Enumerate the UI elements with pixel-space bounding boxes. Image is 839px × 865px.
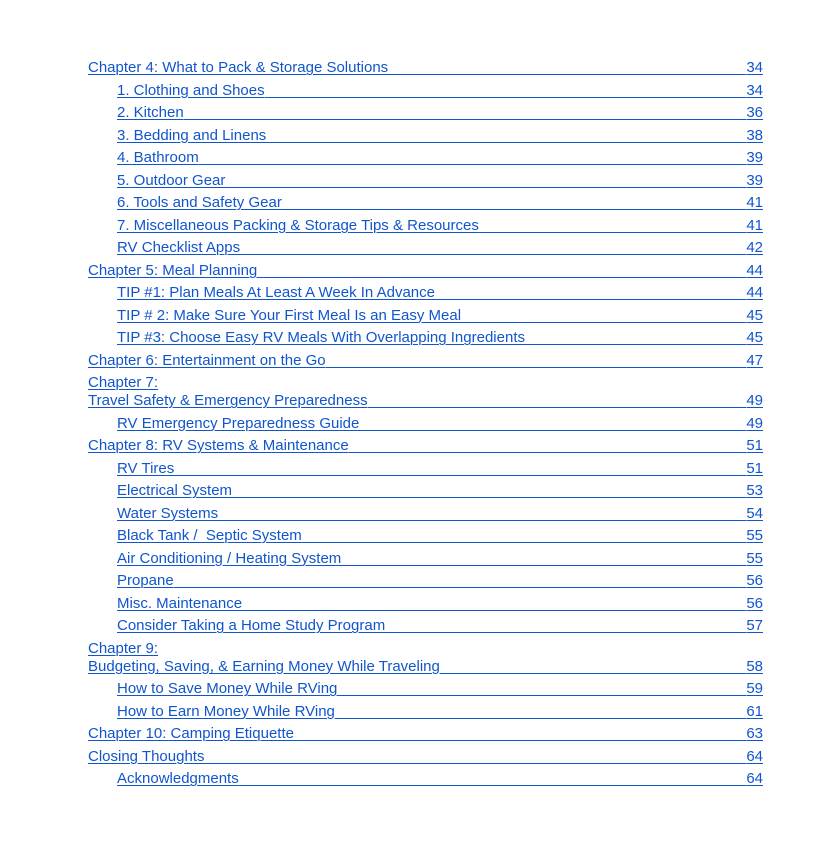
tab-leader xyxy=(232,497,746,498)
page-number[interactable]: 57 xyxy=(746,617,763,634)
toc-entry-title[interactable]: Chapter 9: xyxy=(88,639,159,657)
toc-entry-title[interactable]: Misc. Maintenance xyxy=(117,594,243,612)
page-number[interactable]: 42 xyxy=(746,239,763,256)
page-number[interactable]: 44 xyxy=(746,284,763,301)
tab-leader xyxy=(341,565,746,566)
toc-entry-title[interactable]: Chapter 5: Meal Planning xyxy=(88,261,258,279)
tab-leader xyxy=(388,74,746,75)
toc-entry-title[interactable]: Travel Safety & Emergency Preparedness xyxy=(88,392,368,409)
tab-leader xyxy=(174,475,746,476)
toc-entry-title[interactable]: TIP # 2: Make Sure Your First Meal Is an Easy Meal xyxy=(117,306,462,324)
page-number[interactable]: 56 xyxy=(746,572,763,589)
toc-entry-title[interactable]: 3. Bedding and Linens xyxy=(117,126,267,144)
page-number[interactable]: 45 xyxy=(746,306,763,324)
page-number[interactable]: 49 xyxy=(746,392,763,409)
toc-entry-title[interactable]: 1. Clothing and Shoes xyxy=(117,81,265,99)
page-number[interactable]: 51 xyxy=(746,459,763,477)
toc-entry-title[interactable]: 6. Tools and Safety Gear xyxy=(117,194,282,211)
toc-entry[interactable] xyxy=(117,194,763,212)
toc-entry-title[interactable]: 4. Bathroom xyxy=(117,149,199,166)
page-number[interactable]: 53 xyxy=(746,482,763,499)
page-number[interactable]: 41 xyxy=(746,194,763,211)
toc-entry[interactable] xyxy=(117,505,763,523)
toc-entry[interactable] xyxy=(117,703,763,721)
toc-entry[interactable] xyxy=(117,307,763,325)
table-of-contents xyxy=(88,59,763,793)
page-number[interactable]: 51 xyxy=(746,437,763,454)
tab-leader xyxy=(266,142,746,143)
tab-leader xyxy=(294,740,746,741)
toc-entry[interactable] xyxy=(117,104,763,122)
page-number[interactable]: 34 xyxy=(746,59,763,76)
page-number[interactable]: 54 xyxy=(746,504,763,522)
toc-entry-title[interactable]: Water Systems xyxy=(117,504,219,522)
toc-entry[interactable] xyxy=(117,617,763,635)
page-number[interactable]: 55 xyxy=(746,549,763,567)
toc-entry[interactable] xyxy=(117,460,763,478)
tab-leader xyxy=(337,695,746,696)
page-number[interactable]: 39 xyxy=(746,171,763,189)
toc-entry-title[interactable]: Black Tank / Septic System xyxy=(117,527,302,544)
toc-entry-title[interactable]: Acknowledgments xyxy=(117,770,239,787)
tab-leader xyxy=(461,322,746,323)
tab-leader xyxy=(435,299,746,300)
toc-entry[interactable] xyxy=(88,374,763,410)
page-number[interactable]: 58 xyxy=(746,657,763,675)
toc-entry-title[interactable]: Chapter 10: Camping Etiquette xyxy=(88,725,294,742)
page-number[interactable]: 63 xyxy=(746,725,763,742)
tab-leader xyxy=(240,254,746,255)
page-number[interactable]: 47 xyxy=(746,351,763,369)
toc-entry[interactable] xyxy=(88,725,763,743)
page-number[interactable]: 41 xyxy=(746,216,763,234)
tab-leader xyxy=(174,587,747,588)
toc-entry-title[interactable]: Chapter 4: What to Pack & Storage Solutions xyxy=(88,59,389,76)
toc-entry[interactable] xyxy=(117,172,763,190)
tab-leader xyxy=(326,367,747,368)
toc-entry-title[interactable]: How to Earn Money While RVing xyxy=(117,702,335,720)
toc-entry-title[interactable]: Chapter 8: RV Systems & Maintenance xyxy=(88,437,349,454)
page-number[interactable]: 36 xyxy=(746,104,763,121)
toc-entry-title[interactable]: 7. Miscellaneous Packing & Storage Tips & Resources xyxy=(117,216,479,234)
toc-entry-title[interactable]: 5. Outdoor Gear xyxy=(117,171,226,189)
toc-entry[interactable] xyxy=(117,482,763,500)
toc-entry-title[interactable]: Air Conditioning / Heating System xyxy=(117,549,342,567)
page-number[interactable]: 45 xyxy=(746,329,763,346)
toc-entry-title[interactable]: Closing Thoughts xyxy=(88,747,205,765)
tab-leader xyxy=(335,718,746,719)
toc-entry-title[interactable]: RV Emergency Preparedness Guide xyxy=(117,414,360,432)
page-number[interactable]: 39 xyxy=(746,149,763,166)
tab-leader xyxy=(282,209,746,210)
toc-entry[interactable] xyxy=(117,595,763,613)
toc-entry-title-wrap-line[interactable] xyxy=(88,374,763,392)
tab-leader xyxy=(359,430,746,431)
toc-entry-title[interactable]: How to Save Money While RVing xyxy=(117,680,338,697)
toc-entry[interactable] xyxy=(117,680,763,698)
toc-entry[interactable] xyxy=(88,262,763,280)
tab-leader xyxy=(368,407,747,408)
toc-entry-title[interactable]: Budgeting, Saving, & Earning Money While Traveling xyxy=(88,657,440,675)
tab-leader xyxy=(218,520,746,521)
toc-entry[interactable] xyxy=(88,437,763,455)
toc-entry[interactable] xyxy=(117,239,763,257)
toc-entry[interactable] xyxy=(117,127,763,145)
tab-leader xyxy=(479,232,746,233)
toc-entry-title[interactable]: Chapter 6: Entertainment on the Go xyxy=(88,351,326,369)
page-number[interactable]: 49 xyxy=(746,414,763,432)
page-number[interactable]: 64 xyxy=(746,747,763,765)
tab-leader xyxy=(440,673,746,674)
toc-entry[interactable] xyxy=(117,770,763,788)
toc-entry-title[interactable]: Consider Taking a Home Study Program xyxy=(117,617,386,634)
tab-leader xyxy=(385,632,746,633)
tab-leader xyxy=(204,763,746,764)
toc-entry[interactable] xyxy=(117,415,763,433)
tab-leader xyxy=(199,164,747,165)
toc-entry[interactable] xyxy=(117,572,763,590)
toc-entry-title[interactable]: Propane xyxy=(117,572,174,589)
tab-leader xyxy=(239,785,747,786)
toc-entry-title[interactable]: RV Checklist Apps xyxy=(117,239,241,256)
page-number[interactable]: 44 xyxy=(746,261,763,279)
toc-entry[interactable] xyxy=(117,217,763,235)
toc-entry-title[interactable]: Chapter 7: xyxy=(88,374,159,391)
toc-entry-title[interactable]: 2. Kitchen xyxy=(117,104,184,121)
tab-leader xyxy=(265,97,747,98)
page-number[interactable]: 38 xyxy=(746,126,763,144)
toc-entry[interactable] xyxy=(88,352,763,370)
page-number[interactable]: 61 xyxy=(746,702,763,720)
toc-entry[interactable] xyxy=(117,284,763,302)
toc-entry-title-wrap-line[interactable] xyxy=(88,640,763,658)
page-number[interactable]: 55 xyxy=(746,527,763,544)
toc-entry-title[interactable]: TIP #3: Choose Easy RV Meals With Overlapping Ingredients xyxy=(117,329,525,346)
page-number[interactable]: 34 xyxy=(746,81,763,99)
toc-entry[interactable] xyxy=(88,748,763,766)
page-number[interactable]: 64 xyxy=(746,770,763,787)
tab-leader xyxy=(225,187,746,188)
tab-leader xyxy=(302,542,747,543)
toc-entry[interactable] xyxy=(88,640,763,676)
tab-leader xyxy=(525,344,746,345)
toc-entry-title[interactable]: RV Tires xyxy=(117,459,175,477)
toc-entry-title[interactable]: TIP #1: Plan Meals At Least A Week In Advance xyxy=(117,284,435,301)
toc-entry[interactable] xyxy=(88,59,763,77)
toc-entry[interactable] xyxy=(117,527,763,545)
toc-entry[interactable] xyxy=(117,329,763,347)
toc-entry[interactable] xyxy=(117,550,763,568)
tab-leader xyxy=(242,610,746,611)
tab-leader xyxy=(257,277,746,278)
page-number[interactable]: 59 xyxy=(746,680,763,697)
tab-leader xyxy=(349,452,747,453)
toc-entry-title[interactable]: Electrical System xyxy=(117,482,233,499)
page-number[interactable]: 56 xyxy=(746,594,763,612)
tab-leader xyxy=(184,119,747,120)
toc-entry[interactable] xyxy=(117,82,763,100)
toc-entry[interactable] xyxy=(117,149,763,167)
